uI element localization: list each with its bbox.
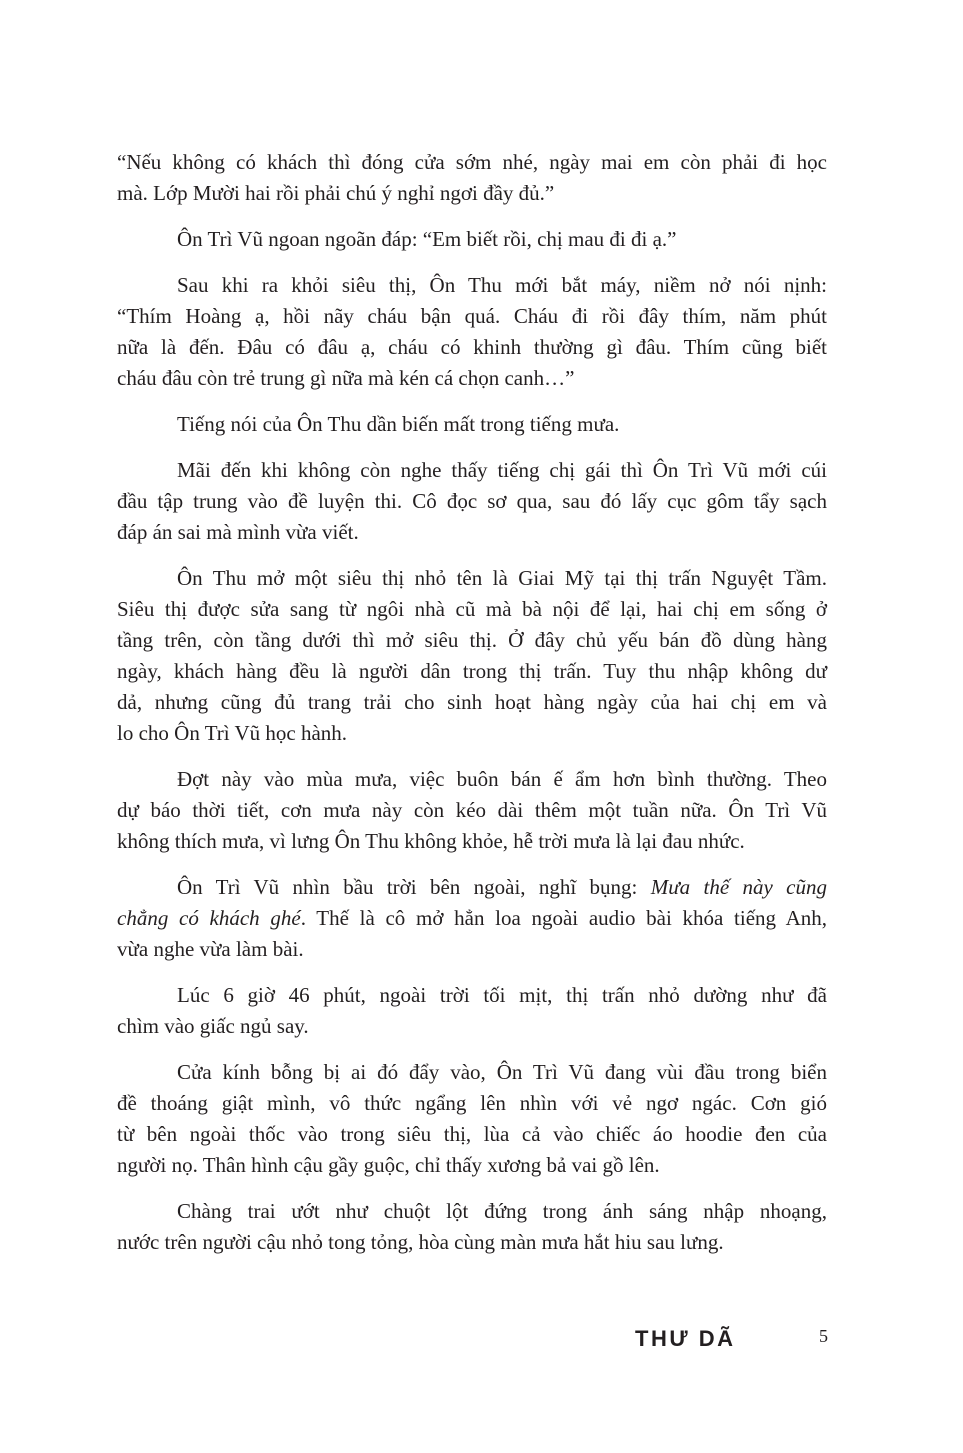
text-line: nước trên người cậu nhỏ tong tỏng, hòa cùng màn mưa hắt hiu sau lưng. — [117, 1230, 724, 1254]
text-line: nữa là đến. Đâu có đâu ạ, cháu có khinh thường gì đâu. Thím cũng biết — [117, 335, 827, 359]
text-line: “Thím Hoàng ạ, hồi nãy cháu bận quá. Cháu đi rồi đây thím, năm phút — [117, 304, 827, 328]
text-line — [117, 872, 827, 903]
text-line: Tiếng nói của Ôn Thu dần biến mất trong tiếng mưa. — [177, 412, 620, 436]
paragraph — [117, 980, 827, 1042]
paragraph — [117, 1196, 827, 1258]
text-segment: Ôn Trì Vũ nhìn bầu trời bên ngoài, nghĩ bụng: — [177, 875, 651, 899]
text-line: chìm vào giấc ngủ say. — [117, 1014, 309, 1038]
paragraph — [117, 455, 827, 548]
text-line: Cửa kính bỗng bị ai đó đẩy vào, Ôn Trì Vũ đang vùi đầu trong biển — [177, 1060, 827, 1084]
italic-text: chẳng có khách ghé — [117, 906, 301, 930]
text-line: Ôn Trì Vũ ngoan ngoãn đáp: “Em biết rồi, chị mau đi đi ạ.” — [177, 227, 677, 251]
paragraph — [117, 147, 827, 209]
text-line: vừa nghe vừa làm bài. — [117, 937, 304, 961]
text-line: Sau khi ra khỏi siêu thị, Ôn Thu mới bắt máy, niềm nở nói nịnh: — [177, 273, 827, 297]
paragraph — [117, 270, 827, 394]
book-title-footer: THƯ DÃ — [635, 1326, 736, 1351]
text-line: đề thoáng giật mình, vô thức ngẩng lên nhìn với vẻ ngơ ngác. Cơn gió — [117, 1091, 827, 1115]
paragraph — [117, 409, 827, 440]
paragraph — [117, 872, 827, 965]
paragraph — [117, 1057, 827, 1181]
text-line: từ bên ngoài thốc vào trong siêu thị, lùa cả vào chiếc áo hoodie đen của — [117, 1122, 827, 1146]
text-segment: . Thế là cô mở hẳn loa ngoài audio bài khóa tiếng Anh, — [300, 906, 827, 930]
text-line: dả, nhưng cũng đủ trang trải cho sinh hoạt hàng ngày của hai chị em và — [117, 690, 827, 714]
text-line: dự báo thời tiết, cơn mưa này còn kéo dài thêm một tuần nữa. Ôn Trì Vũ — [117, 798, 827, 822]
text-line: “Nếu không có khách thì đóng cửa sớm nhé, ngày mai em còn phải đi học — [117, 150, 827, 174]
paragraph — [117, 563, 827, 749]
text-line: Lúc 6 giờ 46 phút, ngoài trời tối mịt, thị trấn nhỏ dường như đã — [177, 983, 827, 1007]
text-line: đầu tập trung vào đề luyện thi. Cô đọc sơ qua, sau đó lấy cục gôm tẩy sạch — [117, 489, 827, 513]
text-line: tầng trên, còn tầng dưới thì mở siêu thị. Ở đây chủ yếu bán đồ dùng hàng — [117, 628, 827, 652]
text-line: mà. Lớp Mười hai rồi phải chú ý nghỉ ngơi đầy đủ.” — [117, 181, 555, 205]
body-text — [117, 147, 827, 1273]
text-line: Ôn Thu mở một siêu thị nhỏ tên là Giai Mỹ tại thị trấn Nguyệt Tầm. — [177, 566, 827, 590]
text-line: Mãi đến khi không còn nghe thấy tiếng chị gái thì Ôn Trì Vũ mới cúi — [177, 458, 827, 482]
text-line: đáp án sai mà mình vừa viết. — [117, 520, 359, 544]
text-line: lo cho Ôn Trì Vũ học hành. — [117, 721, 348, 745]
text-line: Chàng trai ướt như chuột lột đứng trong ánh sáng nhập nhoạng, — [177, 1199, 827, 1223]
text-line: cháu đâu còn trẻ trung gì nữa mà kén cá chọn canh…” — [117, 366, 575, 390]
italic-text: Mưa thế này cũng — [650, 875, 828, 899]
paragraph — [117, 764, 827, 857]
text-line: người nọ. Thân hình cậu gầy guộc, chỉ thấy xương bả vai gồ lên. — [117, 1153, 660, 1177]
paragraph — [117, 224, 827, 255]
text-line: Đợt này vào mùa mưa, việc buôn bán ế ẩm hơn bình thường. Theo — [177, 767, 827, 791]
text-line: không thích mưa, vì lưng Ôn Thu không khỏe, hễ trời mưa là lại đau nhức. — [117, 829, 745, 853]
text-line: Siêu thị được sửa sang từ ngôi nhà cũ mà bà nội để lại, hai chị em sống ở — [117, 597, 827, 621]
text-line — [117, 903, 827, 934]
text-line: ngày, khách hàng đều là người dân trong thị trấn. Tuy thu nhập không dư — [117, 659, 827, 683]
page-number: 5 — [819, 1326, 828, 1346]
